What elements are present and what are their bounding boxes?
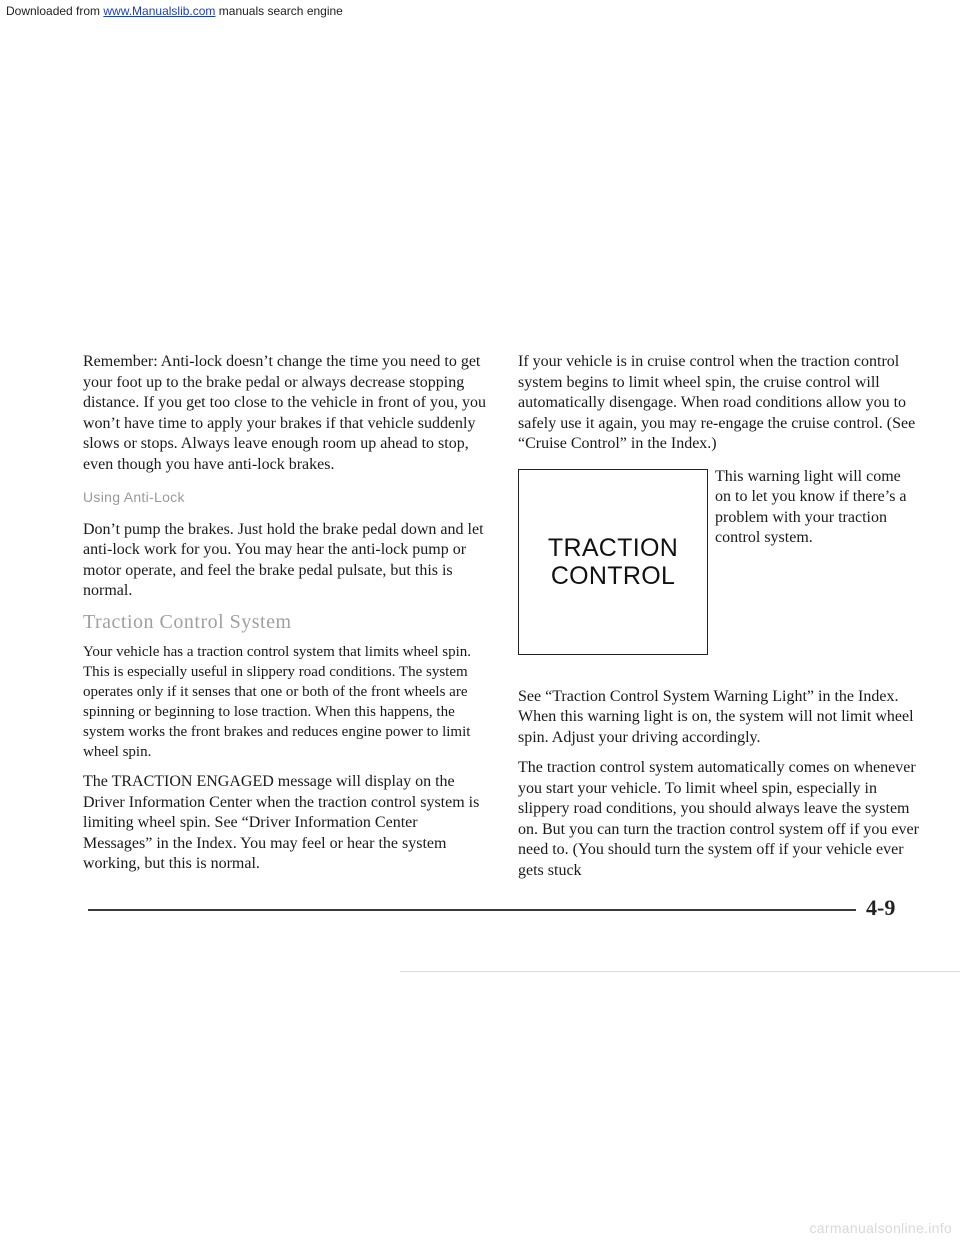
faint-divider (400, 971, 960, 972)
indicator-text-line1: TRACTION (547, 533, 679, 562)
watermark-text: carmanualsonline.info (809, 1220, 952, 1236)
warning-light-figure (518, 469, 923, 669)
traction-intro-paragraph: Your vehicle has a traction control system that limits wheel spin. This is especially useful in slippery road conditions. The system operates only if it senses that one or both of the front wheels are spinning or beginning to lose traction. When this happens, the system works the front brakes and reduces engine power to limit wheel spin. (83, 644, 471, 760)
indicator-text-line2: CONTROL (550, 561, 676, 590)
banner-suffix: manuals search engine (215, 4, 343, 18)
download-banner (0, 0, 960, 22)
footer-divider (88, 909, 856, 911)
warning-light-reference-paragraph: See “Traction Control System Warning Light” in the Index. When this warning light is on, the system will not limit wheel spin. Adjust your driving accordingly. (518, 687, 914, 746)
antilock-pump-paragraph: Don’t pump the brakes. Just hold the brake pedal down and let anti-lock work for you. You may hear the anti-lock pump or motor operate, and feel the brake pedal pulsate, but this is normal. (83, 520, 484, 599)
system-on-paragraph: The traction control system automatically comes on whenever you start your vehicle. To limit wheel spin, especially in slippery road conditions, you should always leave the system on. But you can turn the traction control system off if you ever need to. (You should turn the system off if your vehicle ever gets stuck (518, 759, 919, 879)
cruise-control-paragraph: If your vehicle is in cruise control when the traction control system begins to limit wheel spin, the cruise control will automatically disengage. When road conditions allow you to safely use it again, you may re-engage the cruise control. (See “Cruise Control” in the Index.) (518, 353, 916, 452)
left-column (83, 352, 490, 885)
traction-engaged-paragraph: The TRACTION ENGAGED message will display on the Driver Information Center when the traction control system is limiting wheel spin. See “Driver Information Center Messages” in the Index. You may feel or hear the system working, but this is normal. (83, 773, 480, 872)
using-antilock-subheading: Using Anti-Lock (83, 489, 185, 505)
warning-light-caption: This warning light will come on to let you know if there’s a problem with your traction control system. (715, 467, 907, 546)
right-column (518, 352, 923, 891)
manualslib-link[interactable]: www.Manualslib.com (103, 4, 216, 18)
page-number: 4-9 (866, 895, 896, 920)
antilock-remember-paragraph: Remember: Anti-lock doesn’t change the time you need to get your foot up to the brake pedal or always decrease stopping distance. If you get too close to the vehicle in front of you, you won’t have time to apply your brakes if that vehicle suddenly slows or stops. Always leave enough room up ahead to stop, even though you have anti-lock brakes. (83, 353, 487, 473)
traction-control-indicator (518, 469, 708, 655)
banner-prefix: Downloaded from (6, 4, 104, 18)
traction-control-heading: Traction Control System (83, 610, 292, 633)
